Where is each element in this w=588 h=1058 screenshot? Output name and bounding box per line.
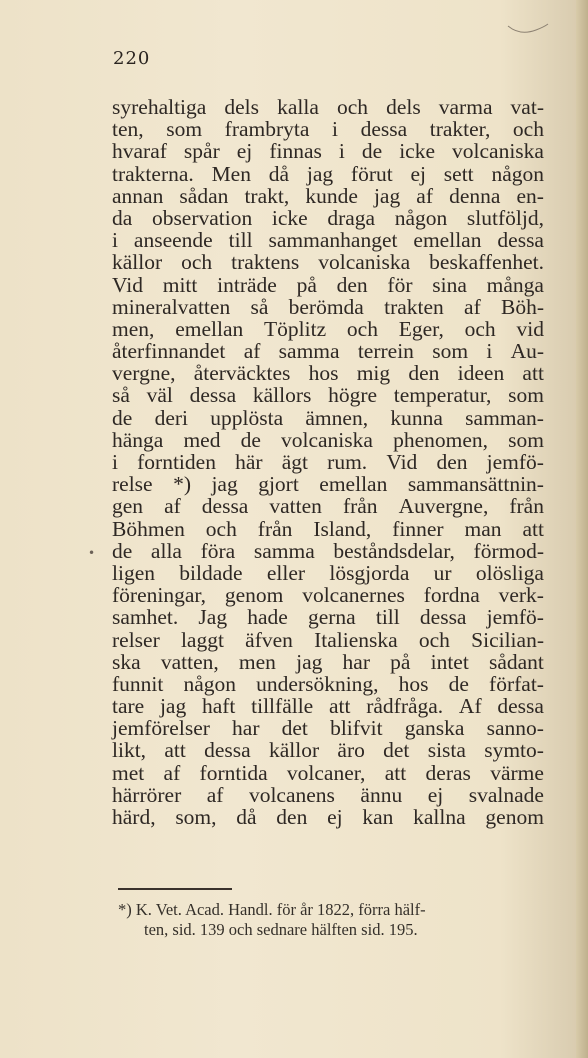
body-line: syrehaltiga dels kalla och dels varma vat- <box>112 95 544 119</box>
body-line: ska vatten, men jag har på intet sådant <box>112 649 544 674</box>
body-line: tare jag haft tillfälle att rådfråga. Af dessa <box>112 694 544 719</box>
body-line: samhet. Jag hade gerna till dessa jemfö- <box>112 605 544 630</box>
body-line: relse *) jag gjort emellan sammansättnin- <box>112 472 544 497</box>
ink-scribble-mark <box>506 22 550 36</box>
body-line: Vid mitt inträde på den för sina många <box>112 272 544 297</box>
body-line: trakterna. Men då jag förut ej sett någon <box>112 161 544 186</box>
body-line: ten, som frambryta i dessa trakter, och <box>112 117 544 142</box>
body-line: hvaraf spår ej finnas i de icke volcaniska <box>112 139 544 164</box>
body-line: så väl dessa källors högre temperatur, som <box>112 383 544 408</box>
body-line: mineralvatten så berömda trakten af Böh- <box>112 294 544 319</box>
body-line: källor och traktens volcaniska beskaffenhet. <box>112 250 544 275</box>
body-line: gen af dessa vatten från Auvergne, från <box>112 494 544 519</box>
body-line: met af forntida volcaner, att deras värme <box>112 760 544 785</box>
body-line: ligen bildade eller lösgjorda ur olösliga <box>112 560 544 585</box>
body-line: relser laggt äfven Italienska och Sicilian- <box>112 627 544 652</box>
body-line: härrörer af volcanens ännu ej svalnade <box>112 782 544 807</box>
footnote-line-1: *) K. Vet. Acad. Handl. för år 1822, förra hälf- <box>118 900 426 919</box>
body-line: Böhmen och från Island, finner man att <box>112 516 544 541</box>
footnote-rule <box>118 888 232 890</box>
body-line: de deri upplösta ämnen, kunna samman- <box>112 405 544 430</box>
page-number: 220 <box>113 48 151 69</box>
margin-dot-mark: • <box>88 546 96 560</box>
body-line: likt, att dessa källor äro det sista symto- <box>112 738 544 763</box>
body-line: föreningar, genom volcanernes fordna verk- <box>112 583 544 608</box>
body-line: hänga med de volcaniska phenomen, som <box>112 427 544 452</box>
body-line: härd, som, då den ej kan kallna genom <box>112 805 544 829</box>
page-edge <box>576 0 588 1058</box>
body-line: vergne, återväcktes hos mig den ideen att <box>112 361 544 386</box>
body-line: da observation icke draga någon slutföljd, <box>112 205 544 230</box>
body-line: jemförelser har det blifvit ganska sanno- <box>112 716 544 741</box>
body-line: funnit någon undersökning, hos de förfat- <box>112 671 544 696</box>
body-line: annan sådan trakt, kunde jag af denna en- <box>112 183 544 208</box>
body-text <box>112 96 544 828</box>
footnote-line-2: ten, sid. 139 och sednare hälften sid. 195. <box>144 920 418 939</box>
footnote <box>118 900 546 940</box>
body-line: de alla föra samma beståndsdelar, förmod- <box>112 538 544 563</box>
body-line: i forntiden här ägt rum. Vid den jemfö- <box>112 450 544 474</box>
body-line: i anseende till sammanhanget emellan dessa <box>112 228 544 253</box>
body-line: men, emellan Töplitz och Eger, och vid <box>112 316 544 341</box>
body-line: återfinnandet af samma terrein som i Au- <box>112 339 544 364</box>
